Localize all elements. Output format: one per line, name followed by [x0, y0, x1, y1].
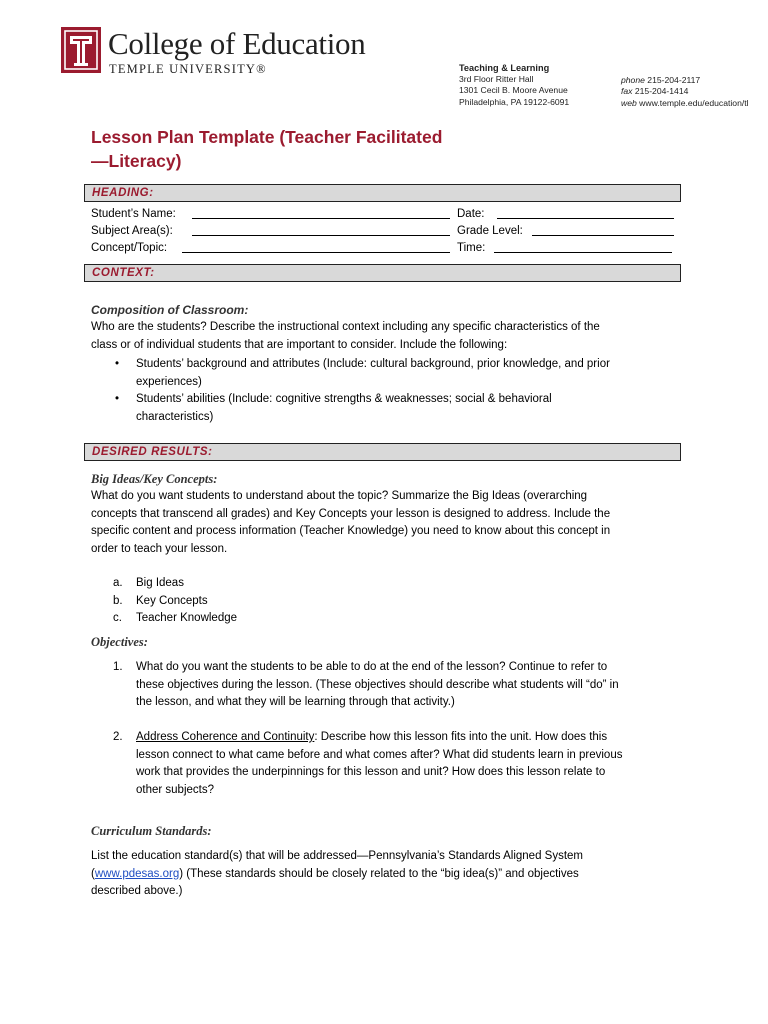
text-fragment: ) (These standards should be closely related to the “big idea(s)” and objectives	[179, 867, 579, 880]
text-fragment: : Describe how this lesson fits into the unit. How does this	[314, 731, 608, 743]
big-ideas-paragraph	[91, 488, 676, 558]
text-line: characteristics)	[136, 410, 214, 423]
grade-level-label: Grade Level:	[457, 225, 523, 237]
objective-item	[136, 659, 681, 712]
phone-number: 215-204-2117	[647, 75, 701, 85]
bullet-icon: •	[115, 358, 120, 370]
contact-info	[621, 75, 749, 109]
student-name-field[interactable]	[192, 206, 450, 219]
text-line	[136, 729, 681, 747]
text-line: lesson connect to what came before and what comes after? What did students learn in previous	[136, 748, 623, 761]
concept-topic-label: Concept/Topic:	[91, 242, 168, 254]
context-section-bar: CONTEXT:	[84, 264, 681, 282]
text-line: concepts that transcend all grades) and Key Concepts your lesson is designed to address. Include the	[91, 507, 611, 520]
student-name-label: Student’s Name:	[91, 208, 176, 220]
college-name: College of Education	[108, 26, 366, 61]
text-line: experiences)	[136, 375, 202, 388]
department-name: Teaching & Learning	[459, 63, 550, 73]
objective-item	[136, 729, 681, 799]
text-line: What do you want the students to be able to do at the end of the lesson? Continue to refer to	[136, 661, 608, 673]
list-marker: c.	[113, 612, 122, 624]
text-line: order to teach your lesson.	[91, 542, 228, 555]
web-label: web	[621, 97, 637, 108]
concept-topic-field[interactable]	[182, 240, 450, 253]
context-paragraph	[91, 319, 676, 354]
fax-label: fax	[621, 86, 633, 97]
address-line: 1301 Cecil B. Moore Avenue	[459, 85, 568, 96]
composition-heading: Composition of Classroom:	[91, 303, 249, 317]
text-line: Students’ abilities (Include: cognitive strengths & weaknesses; social & behavioral	[136, 393, 552, 405]
text-line: Who are the students? Describe the instructional context including any specific characteristics of the	[91, 321, 600, 333]
text-line: class or of individual students that are important to consider. Include the following:	[91, 338, 508, 351]
heading-section-bar: HEADING:	[84, 184, 681, 202]
pdesas-link[interactable]: www.pdesas.org	[94, 867, 180, 880]
text-line: List the education standard(s) that will be addressed—Pennsylvania’s Standards Aligned System	[91, 850, 584, 862]
list-marker: 1.	[113, 661, 123, 673]
list-marker: a.	[113, 577, 123, 589]
text-line: other subjects?	[136, 783, 214, 796]
department-address	[459, 62, 569, 108]
document-title	[91, 125, 511, 173]
date-field[interactable]	[497, 206, 674, 219]
text-line: specific content and process information (Teacher Knowledge) you need to know about this concept in	[91, 525, 611, 537]
fax-line	[621, 86, 749, 97]
bullet-icon: •	[115, 393, 120, 405]
university-name: TEMPLE UNIVERSITY®	[109, 62, 267, 76]
time-field[interactable]	[494, 240, 672, 253]
text-line: work that provides the underpinnings for this lesson and unit? How does this lesson relate to	[136, 766, 606, 778]
web-line	[621, 98, 749, 109]
phone-label: phone	[621, 75, 645, 85]
fax-number: 215-204-1414	[634, 86, 689, 97]
objectives-heading: Objectives:	[91, 635, 148, 649]
temple-t-logo	[61, 27, 101, 73]
web-url[interactable]: www.temple.edu/education/tl	[639, 97, 749, 108]
text-line: described above.)	[91, 885, 183, 897]
list-item: Key Concepts	[136, 595, 208, 607]
time-label: Time:	[457, 242, 486, 254]
big-ideas-heading: Big Ideas/Key Concepts:	[91, 472, 218, 486]
phone-line	[621, 75, 749, 86]
text-fragment: (	[91, 867, 95, 880]
title-line: —Literacy)	[91, 151, 182, 171]
subject-area-field[interactable]	[192, 223, 450, 236]
date-label: Date:	[457, 208, 485, 220]
standards-paragraph	[91, 848, 676, 901]
list-item: Big Ideas	[136, 577, 184, 589]
address-line: 3rd Floor Ritter Hall	[459, 74, 534, 84]
desired-results-section-bar: DESIRED RESULTS:	[84, 443, 681, 461]
title-line: Lesson Plan Template (Teacher Facilitated	[91, 127, 443, 147]
text-line	[91, 866, 676, 884]
text-line: Students’ background and attributes (Include: cultural background, prior knowledge, and prior	[136, 358, 610, 370]
curriculum-standards-heading: Curriculum Standards:	[91, 824, 212, 838]
bullet-item	[136, 356, 610, 391]
coherence-term: Address Coherence and Continuity	[136, 731, 315, 743]
address-line: Philadelphia, PA 19122-6091	[459, 96, 570, 107]
grade-level-field[interactable]	[532, 223, 674, 236]
bullet-item	[136, 391, 552, 426]
list-marker: 2.	[113, 731, 123, 743]
list-marker: b.	[113, 595, 123, 607]
list-item: Teacher Knowledge	[136, 612, 238, 624]
text-line: the lesson, and what they will be learning through that activity.)	[136, 696, 455, 708]
text-line: What do you want students to understand about the topic? Summarize the Big Ideas (overarching	[91, 490, 588, 502]
subject-area-label: Subject Area(s):	[91, 225, 173, 237]
text-line: these objectives during the lesson. (These objectives should describe what students will “do” in	[136, 678, 619, 691]
